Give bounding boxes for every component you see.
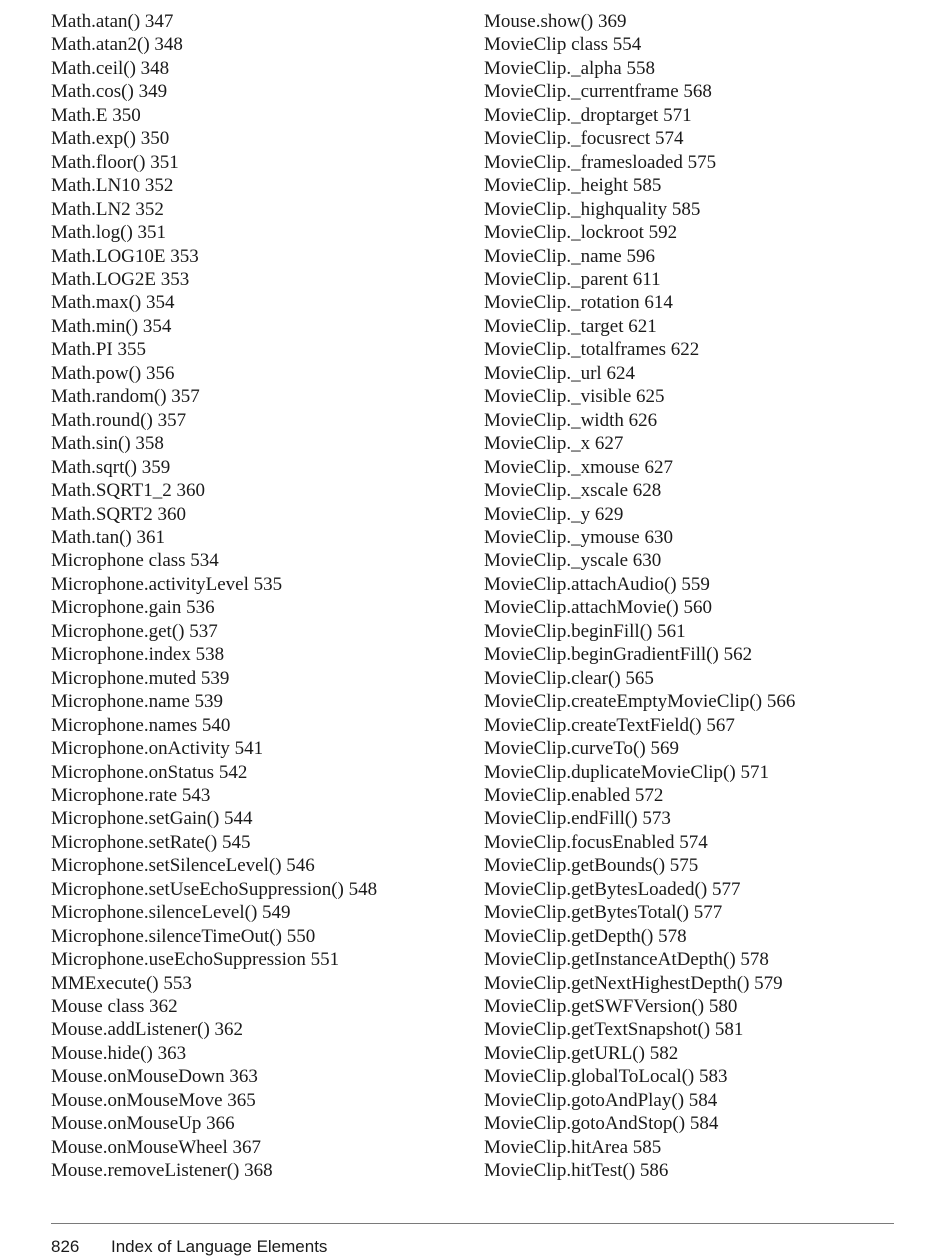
index-entry: Math.round() 357	[51, 409, 187, 431]
index-entry: MovieClip.getURL() 582	[484, 1042, 679, 1064]
index-entry: Math.min() 354	[51, 315, 172, 337]
index-entry: Math.LN2 352	[51, 198, 164, 220]
index-entry: MovieClip.getInstanceAtDepth() 578	[484, 949, 769, 971]
index-entry: Mouse.addListener() 362	[51, 1019, 244, 1041]
index-entry: MovieClip.enabled 572	[484, 784, 664, 806]
index-entry: MovieClip.curveTo() 569	[484, 738, 679, 760]
index-entry: Microphone.useEchoSuppression 551	[51, 949, 340, 971]
index-entry: MovieClip.duplicateMovieClip() 571	[484, 761, 769, 783]
index-entry: Mouse.onMouseUp 366	[51, 1113, 235, 1135]
index-entry: MovieClip.beginFill() 561	[484, 620, 686, 642]
index-entry: MovieClip.getBytesTotal() 577	[484, 902, 723, 924]
index-column-left	[51, 10, 377, 1183]
index-entry: Microphone.get() 537	[51, 620, 218, 642]
index-entry: MovieClip._height 585	[484, 175, 662, 197]
index-entry: Microphone class 534	[51, 550, 219, 572]
index-column-right	[484, 10, 795, 1183]
index-entry: Math.atan() 347	[51, 11, 174, 32]
index-entry: MovieClip._focusrect 574	[484, 128, 684, 150]
index-entry: MovieClip.globalToLocal() 583	[484, 1066, 728, 1088]
index-entry: Math.log() 351	[51, 222, 167, 244]
index-entry: Math.SQRT2 360	[51, 503, 187, 525]
index-entry: MovieClip._rotation 614	[484, 292, 673, 314]
index-entry: Math.sin() 358	[51, 433, 164, 455]
index-entry: MovieClip._target 621	[484, 315, 657, 337]
index-entry: MovieClip._highquality 585	[484, 198, 701, 220]
index-entry: Math.tan() 361	[51, 526, 165, 548]
index-entry: MovieClip._framesloaded 575	[484, 151, 717, 173]
index-entry: MovieClip._name 596	[484, 245, 655, 267]
index-entry: MovieClip._visible 625	[484, 386, 665, 408]
index-entry: Microphone.name 539	[51, 691, 224, 713]
index-entry: MovieClip.getTextSnapshot() 581	[484, 1019, 744, 1041]
index-entry: MovieClip._totalframes 622	[484, 339, 700, 361]
index-entry: MovieClip._droptarget 571	[484, 104, 692, 126]
index-entry: Math.LOG2E 353	[51, 268, 190, 290]
index-entry: MMExecute() 553	[51, 972, 192, 994]
index-entry: Mouse.onMouseMove 365	[51, 1089, 256, 1111]
index-entry: Math.SQRT1_2 360	[51, 480, 206, 502]
index-entry: Math.floor() 351	[51, 151, 179, 173]
index-entry: Microphone.silenceTimeOut() 550	[51, 925, 316, 947]
index-entry: Mouse.removeListener() 368	[51, 1160, 273, 1182]
index-entry: Mouse.onMouseWheel 367	[51, 1136, 262, 1158]
index-entry: MovieClip._x 627	[484, 433, 624, 455]
index-entry: MovieClip._ymouse 630	[484, 526, 673, 548]
index-entry: MovieClip.createEmptyMovieClip() 566	[484, 691, 796, 713]
index-entry: Math.PI 355	[51, 339, 146, 361]
index-entry: MovieClip._alpha 558	[484, 57, 655, 79]
index-entry: Microphone.muted 539	[51, 667, 230, 689]
index-entry: Microphone.names 540	[51, 714, 231, 736]
index-entry: Microphone.rate 543	[51, 784, 211, 806]
index-entry: Mouse class 362	[51, 996, 178, 1018]
index-entry: MovieClip.gotoAndPlay() 584	[484, 1089, 718, 1111]
index-entry: Microphone.onStatus 542	[51, 761, 248, 783]
index-entry: MovieClip._width 626	[484, 409, 658, 431]
index-entry: Microphone.setUseEchoSuppression() 548	[51, 878, 378, 900]
index-entry: MovieClip._currentframe 568	[484, 81, 712, 103]
index-entry: MovieClip.hitArea 585	[484, 1136, 662, 1158]
index-entry: MovieClip._parent 611	[484, 268, 661, 290]
index-entry: MovieClip.gotoAndStop() 584	[484, 1113, 719, 1135]
index-entry: Mouse.hide() 363	[51, 1042, 187, 1064]
index-entry: Math.E 350	[51, 104, 141, 126]
index-entry: MovieClip.getNextHighestDepth() 579	[484, 972, 783, 994]
index-entry: MovieClip._xscale 628	[484, 480, 662, 502]
page-footer	[51, 1237, 327, 1257]
page-number: 826	[51, 1237, 80, 1256]
index-entry: MovieClip.createTextField() 567	[484, 714, 735, 736]
index-entry: MovieClip.attachAudio() 559	[484, 573, 710, 595]
index-entry: Microphone.gain 536	[51, 597, 215, 619]
index-entry: MovieClip.getBounds() 575	[484, 855, 699, 877]
index-entry: MovieClip._xmouse 627	[484, 456, 673, 478]
index-entry: Microphone.index 538	[51, 644, 225, 666]
footer-divider	[51, 1223, 894, 1224]
index-entry: Math.random() 357	[51, 386, 200, 408]
index-entry: MovieClip.getDepth() 578	[484, 925, 687, 947]
index-entry: MovieClip class 554	[484, 34, 642, 56]
index-entry: Math.LN10 352	[51, 175, 174, 197]
index-entry: Math.ceil() 348	[51, 57, 170, 79]
index-entry: Microphone.silenceLevel() 549	[51, 902, 291, 924]
index-entry: Math.cos() 349	[51, 81, 168, 103]
index-entry: MovieClip.getBytesLoaded() 577	[484, 878, 741, 900]
index-entry: Microphone.setRate() 545	[51, 831, 251, 853]
index-entry: MovieClip.clear() 565	[484, 667, 654, 689]
index-entry: Microphone.setGain() 544	[51, 808, 253, 830]
index-entry: MovieClip.beginGradientFill() 562	[484, 644, 753, 666]
index-entry: MovieClip.attachMovie() 560	[484, 597, 712, 619]
index-entry: Math.pow() 356	[51, 362, 175, 384]
index-entry: Microphone.setSilenceLevel() 546	[51, 855, 315, 877]
index-entry: MovieClip._y 629	[484, 503, 624, 525]
index-entry: Math.exp() 350	[51, 128, 170, 150]
index-entry: Microphone.activityLevel 535	[51, 573, 283, 595]
index-entry: Math.max() 354	[51, 292, 175, 314]
index-entry: MovieClip._url 624	[484, 362, 635, 384]
index-entry: MovieClip.endFill() 573	[484, 808, 671, 830]
index-entry: Microphone.onActivity 541	[51, 738, 264, 760]
index-entry: MovieClip._yscale 630	[484, 550, 662, 572]
index-entry: Math.LOG10E 353	[51, 245, 199, 267]
index-entry: Math.sqrt() 359	[51, 456, 171, 478]
index-entry: MovieClip.focusEnabled 574	[484, 831, 708, 853]
index-entry: Mouse.show() 369	[484, 11, 627, 32]
index-entry: MovieClip.hitTest() 586	[484, 1160, 669, 1182]
section-title: Index of Language Elements	[111, 1237, 328, 1256]
index-entry: Math.atan2() 348	[51, 34, 183, 56]
index-entry: Mouse.onMouseDown 363	[51, 1066, 258, 1088]
index-entry: MovieClip._lockroot 592	[484, 222, 678, 244]
index-entry: MovieClip.getSWFVersion() 580	[484, 996, 738, 1018]
